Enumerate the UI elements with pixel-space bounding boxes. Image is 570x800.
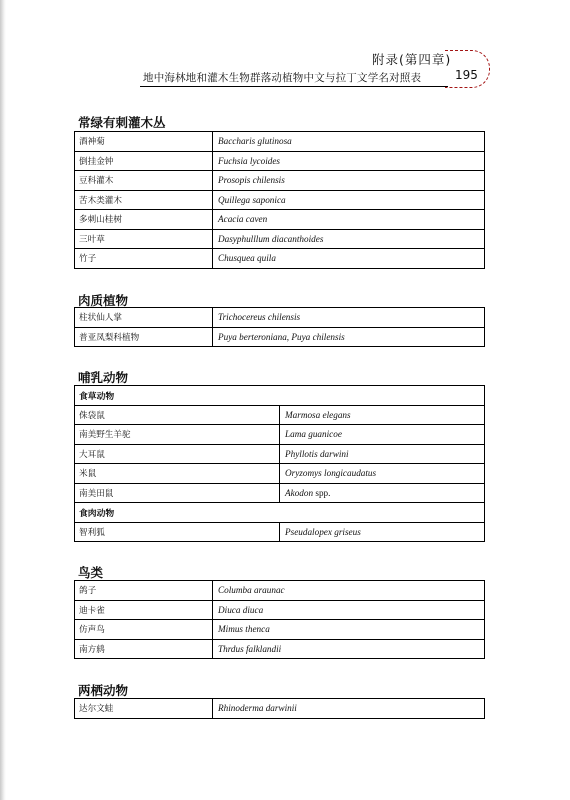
species-table-mammals	[74, 385, 485, 542]
chinese-name: 达尔文蛙	[75, 699, 213, 719]
page-edge-shadow	[0, 0, 6, 800]
latin-name: Puya berteroniana, Puya chilensis	[213, 327, 485, 347]
table-row	[75, 327, 485, 347]
section-title-birds: 鸟类	[78, 565, 104, 580]
chinese-name: 南美野生羊驼	[75, 425, 280, 445]
latin-name: Thrdus falklandii	[213, 639, 485, 659]
page-number: 195	[455, 68, 478, 82]
chinese-name: 南方鸫	[75, 639, 213, 659]
table-row	[75, 308, 485, 328]
table-row	[75, 639, 485, 659]
chinese-name: 米鼠	[75, 464, 280, 484]
chinese-name: 酒神菊	[75, 132, 213, 152]
latin-name: Marmosa elegans	[280, 405, 485, 425]
table-row	[75, 229, 485, 249]
latin-name	[280, 483, 485, 503]
chinese-name: 仿声鸟	[75, 620, 213, 640]
latin-name: Acacia caven	[213, 210, 485, 230]
table-row	[75, 425, 485, 445]
latin-name: Fuchsia lycoides	[213, 151, 485, 171]
latin-genus: Akodon	[285, 487, 314, 498]
section-title-amphibians: 两栖动物	[78, 683, 129, 698]
latin-name: Prosopis chilensis	[213, 171, 485, 191]
table-row	[75, 464, 485, 484]
subgroup-row	[75, 386, 485, 406]
chinese-name: 三叶草	[75, 229, 213, 249]
table-row	[75, 210, 485, 230]
table-row	[75, 405, 485, 425]
latin-name: Dasyphulllum diacanthoides	[213, 229, 485, 249]
latin-name: Chusquea quila	[213, 249, 485, 269]
table-row	[75, 581, 485, 601]
latin-spp-suffix: spp.	[313, 487, 331, 498]
latin-name: Phyllotis darwini	[280, 444, 485, 464]
header-rule	[140, 86, 448, 87]
table-row	[75, 444, 485, 464]
table-row	[75, 249, 485, 269]
table-row	[75, 190, 485, 210]
latin-name: Rhinoderma darwinii	[213, 699, 485, 719]
latin-name: Trichocereus chilensis	[213, 308, 485, 328]
chinese-name: 南美田鼠	[75, 483, 280, 503]
chinese-name: 侏袋鼠	[75, 405, 280, 425]
chinese-name: 智利狐	[75, 522, 280, 542]
subgroup-row	[75, 503, 485, 523]
section-title-evergreen-shrubs: 常绿有刺灌木丛	[78, 115, 166, 130]
chinese-name: 竹子	[75, 249, 213, 269]
species-table-succulents	[74, 307, 485, 347]
chinese-name: 倒挂金钟	[75, 151, 213, 171]
chinese-name: 迪卡雀	[75, 600, 213, 620]
latin-name: Diuca diuca	[213, 600, 485, 620]
table-row	[75, 171, 485, 191]
chinese-name: 多刺山桂树	[75, 210, 213, 230]
latin-name: Baccharis glutinosa	[213, 132, 485, 152]
table-row	[75, 699, 485, 719]
latin-name: Lama guanicoe	[280, 425, 485, 445]
chinese-name: 普亚凤梨科植物	[75, 327, 213, 347]
table-row	[75, 132, 485, 152]
table-row	[75, 522, 485, 542]
section-title-succulents: 肉质植物	[78, 293, 129, 308]
chinese-name: 柱状仙人掌	[75, 308, 213, 328]
section-title-mammals: 哺乳动物	[78, 370, 129, 385]
table-row	[75, 483, 485, 503]
latin-name: Oryzomys longicaudatus	[280, 464, 485, 484]
chinese-name: 大耳鼠	[75, 444, 280, 464]
species-table-birds	[74, 580, 485, 659]
chinese-name: 豆科灌木	[75, 171, 213, 191]
running-header-title: 地中海林地和灌木生物群落动植物中文与拉丁文学名对照表	[143, 72, 422, 84]
latin-name: Pseudalopex griseus	[280, 522, 485, 542]
table-row	[75, 600, 485, 620]
appendix-heading: 附录(第四章)	[372, 52, 452, 67]
species-table-amphibians	[74, 698, 485, 719]
subgroup-label-carnivores: 食肉动物	[75, 503, 485, 523]
chinese-name: 鸽子	[75, 581, 213, 601]
chinese-name: 苦木类灌木	[75, 190, 213, 210]
latin-name: Columba araunac	[213, 581, 485, 601]
subgroup-label-herbivores: 食草动物	[75, 386, 485, 406]
table-row	[75, 620, 485, 640]
latin-name: Mimus thenca	[213, 620, 485, 640]
species-table-evergreen-shrubs	[74, 131, 485, 269]
table-row	[75, 151, 485, 171]
latin-name: Quillega saponica	[213, 190, 485, 210]
